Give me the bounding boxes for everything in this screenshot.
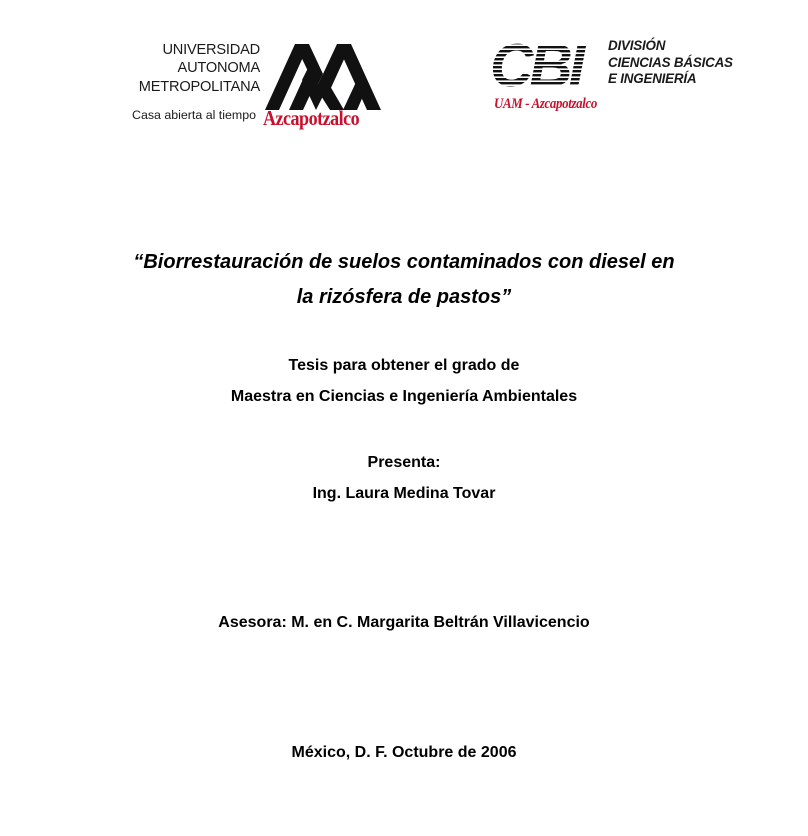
uam-name — [139, 41, 260, 96]
cbi-mark-icon — [488, 34, 606, 96]
degree-line1: Tesis para obtener el grado de — [288, 357, 520, 374]
presenta-label: Presenta: — [367, 454, 441, 471]
uam-motto: Casa abierta al tiempo — [132, 108, 256, 122]
uam-name-line1: UNIVERSIDAD — [162, 42, 260, 58]
uam-name-line3: METROPOLITANA — [138, 78, 260, 95]
cbi-logo — [478, 30, 736, 128]
thesis-title-line1: “Biorrestauración de suelos contaminados con diesel en — [133, 251, 675, 273]
uam-name-line2: AUTONOMA — [177, 60, 260, 77]
place-date: México, D. F. Octubre de 2006 — [291, 744, 517, 761]
uam-emblem-icon — [265, 44, 381, 110]
cbi-division-line3: E INGENIERÍA — [608, 71, 697, 87]
cbi-division-line1: DIVISIÓN — [608, 38, 666, 53]
advisor-line: Asesora: M. en C. Margarita Beltrán Villavicencio — [218, 614, 590, 631]
uam-logo — [128, 38, 388, 134]
svg-text:CBI: CBI — [490, 34, 582, 96]
cbi-division — [608, 38, 733, 88]
cbi-subtitle: UAM - Azcapotzalco — [494, 96, 597, 112]
thesis-title-line2: la rizósfera de pastos” — [296, 286, 512, 308]
author-name: Ing. Laura Medina Tovar — [312, 485, 496, 502]
uam-campus: Azcapotzalco — [263, 106, 360, 130]
degree-line2: Maestra en Ciencias e Ingeniería Ambientales — [230, 388, 578, 405]
cbi-division-line2: CIENCIAS BÁSICAS — [608, 54, 733, 70]
